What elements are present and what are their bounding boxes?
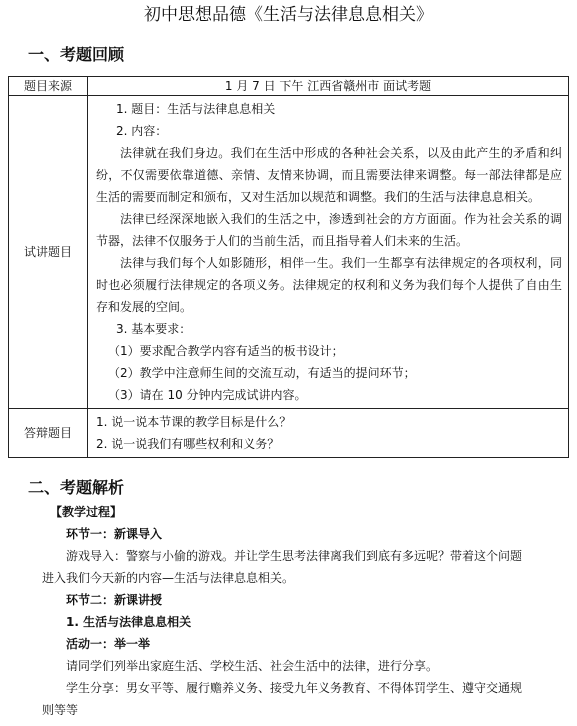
document-title: 初中思想品德《生活与法律息息相关》 <box>144 5 433 25</box>
section-heading-review: 一、考题回顾 <box>28 45 125 64</box>
lecture-content-cell <box>88 96 569 409</box>
analysis-body <box>42 501 562 721</box>
intro-text-cont: 进入我们今天新的内容—生活与法律息息相关。 <box>42 571 295 585</box>
requirement-item: （1）要求配合教学内容有适当的板书设计； <box>108 344 344 358</box>
source-value: 1 月 7 日 下午 江西省赣州市 面试考题 <box>88 77 569 96</box>
requirement-item: （2）教学中注意师生间的交流互动，有适当的提问环节； <box>108 366 416 380</box>
defense-question: 2. 说一说我们有哪些权利和义务？ <box>96 437 280 451</box>
defense-content-cell <box>88 409 569 458</box>
exam-table <box>8 76 569 458</box>
point1-heading: 1. 生活与法律息息相关 <box>66 615 192 629</box>
activity-text: 请同学们列举出家庭生活、学校生活、社会生活中的法律，进行分享。 <box>66 659 439 673</box>
share-text-cont: 则等等 <box>42 703 79 717</box>
intro-text: 游戏导入：警察与小偷的游戏。并让学生思考法律离我们到底有多远呢？带着这个问题 <box>66 549 523 563</box>
content-paragraph: 法律已经深深地嵌入我们的生活之中，渗透到社会的方方面面。作为社会关系的调节器，法律不仅服务于人们的当前生活，而且指导着人们未来的生活。 <box>96 212 562 248</box>
requirement-item: （3）请在 10 分钟内完成试讲内容。 <box>108 388 307 402</box>
process-heading: 【教学过程】 <box>50 505 123 519</box>
activity1-heading: 活动一：举一举 <box>66 637 151 651</box>
table-row-source <box>9 77 569 96</box>
lecture-label: 试讲题目 <box>9 96 88 409</box>
step1-heading: 环节一：新课导入 <box>66 527 163 541</box>
defense-label: 答辩题目 <box>9 409 88 458</box>
content-paragraph: 法律就在我们身边。我们在生活中形成的各种社会关系，以及由此产生的矛盾和纠纷，不仅需要依靠道德、亲情、友情来协调，而且需要法律来调整。每一部法律都是应生活的需要而制定和颁布，又对生活加以规范和调整。我们的生活与法律息息相关。 <box>96 146 562 204</box>
table-row-lecture <box>9 96 569 409</box>
defense-question: 1. 说一说本节课的教学目标是什么？ <box>96 415 292 429</box>
requirements-heading: 3. 基本要求： <box>116 322 192 336</box>
section-heading-analysis: 二、考题解析 <box>28 478 125 497</box>
step2-heading: 环节二：新课讲授 <box>66 593 163 607</box>
table-row-defense <box>9 409 569 458</box>
source-label: 题目来源 <box>9 77 88 96</box>
topic-line: 1. 题目：生活与法律息息相关 <box>116 102 276 116</box>
content-heading: 2. 内容： <box>116 124 168 138</box>
share-text: 学生分享：男女平等、履行赡养义务、接受九年义务教育、不得体罚学生、遵守交通规 <box>66 681 523 695</box>
content-paragraph: 法律与我们每个人如影随形，相伴一生。我们一生都享有法律规定的各项权利，同时也必须履行法律规定的各项义务。法律规定的权利和义务为我们每个人提供了自由生存和发展的空间。 <box>96 256 562 314</box>
